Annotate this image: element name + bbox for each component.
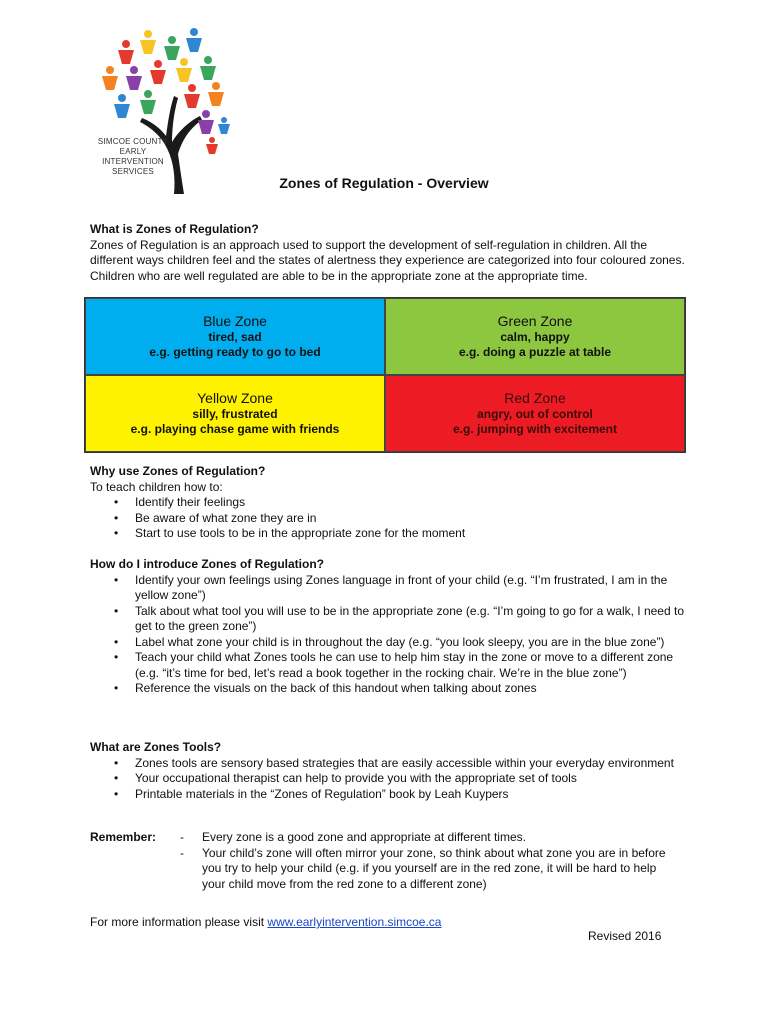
- what-section: [90, 222, 690, 284]
- list-item: • Talk about what tool you will use to be in the appropriate zone (e.g. “I’m going to go for a walk, I need to get to the green zone”): [90, 604, 690, 635]
- list-item: • Teach your child what Zones tools he can use to help him stay in the zone or move to a different zone (e.g. “it’s time for bed, let’s read a book together in the rocking chair. We’re in the blue zone”): [90, 650, 690, 681]
- zone-blue: [85, 298, 385, 375]
- zone-name: Green Zone: [497, 313, 573, 329]
- footer-info: [90, 915, 441, 931]
- how-heading: How do I introduce Zones of Regulation?: [90, 557, 324, 571]
- what-heading: What is Zones of Regulation?: [90, 222, 259, 236]
- list-item: - Your child’s zone will often mirror your zone, so think about what zone you are in before you try to help your child (e.g. if you yourself are in the red zone, it will be hard to help your child move from the red zone to a different zone): [180, 846, 680, 893]
- zone-name: Red Zone: [504, 390, 566, 406]
- zone-example: e.g. playing chase game with friends: [130, 422, 340, 436]
- list-item: • Identify their feelings: [90, 495, 690, 511]
- why-heading: Why use Zones of Regulation?: [90, 464, 266, 478]
- zone-feelings: tired, sad: [208, 330, 262, 344]
- zone-feelings: silly, frustrated: [192, 407, 278, 421]
- zone-yellow: [85, 375, 385, 452]
- zone-green: [385, 298, 685, 375]
- list-item: • Be aware of what zone they are in: [90, 511, 690, 527]
- tools-section: [90, 740, 690, 802]
- zone-name: Yellow Zone: [197, 390, 273, 406]
- zone-feelings: angry, out of control: [477, 407, 593, 421]
- tools-heading: What are Zones Tools?: [90, 740, 222, 754]
- zone-example: e.g. doing a puzzle at table: [458, 345, 611, 359]
- remember-list: [180, 830, 680, 892]
- list-item: • Start to use tools to be in the appropriate zone for the moment: [90, 526, 690, 542]
- zone-example: e.g. getting ready to go to bed: [149, 345, 321, 359]
- list-item: • Your occupational therapist can help to provide you with the appropriate set of tools: [90, 771, 690, 787]
- list-item: • Zones tools are sensory based strategies that are easily accessible within your everyday environment: [90, 756, 690, 772]
- logo-org-text: SIMCOE COUNTY EARLY INTERVENTION SERVICES: [97, 137, 169, 176]
- page-title: Zones of Regulation - Overview: [279, 175, 489, 191]
- zones-table: [84, 297, 686, 453]
- what-body: Zones of Regulation is an approach used to support the development of self-regulation in children. All the different ways children feel and the states of alertness they experience are categorized into four coloured zones. Children who are well regulated are able to be in the appropriate zone at the appropriate time.: [90, 237, 685, 283]
- zone-red: [385, 375, 685, 452]
- list-item: • Reference the visuals on the back of this handout when talking about zones: [90, 681, 690, 697]
- tools-list: [90, 756, 690, 803]
- how-list: [90, 573, 690, 697]
- website-link[interactable]: www.earlyintervention.simcoe.ca: [267, 915, 442, 929]
- why-section: [90, 464, 690, 542]
- zone-example: e.g. jumping with excitement: [452, 422, 618, 436]
- list-item: • Printable materials in the “Zones of Regulation” book by Leah Kuypers: [90, 787, 690, 803]
- why-list: [90, 495, 690, 542]
- footer-text: For more information please visit: [90, 915, 268, 929]
- list-item: • Label what zone your child is in throughout the day (e.g. “you look sleepy, you are in the blue zone”): [90, 635, 690, 651]
- why-intro: To teach children how to:: [90, 479, 223, 494]
- revised-date: Revised 2016: [588, 929, 662, 943]
- how-section: [90, 557, 690, 697]
- remember-label: Remember:: [90, 830, 157, 844]
- zone-name: Blue Zone: [203, 313, 267, 329]
- list-item: - Every zone is a good zone and appropriate at different times.: [180, 830, 680, 846]
- list-item: • Identify your own feelings using Zones language in front of your child (e.g. “I’m frustrated, I am in the yellow zone”): [90, 573, 690, 604]
- zone-feelings: calm, happy: [500, 330, 570, 344]
